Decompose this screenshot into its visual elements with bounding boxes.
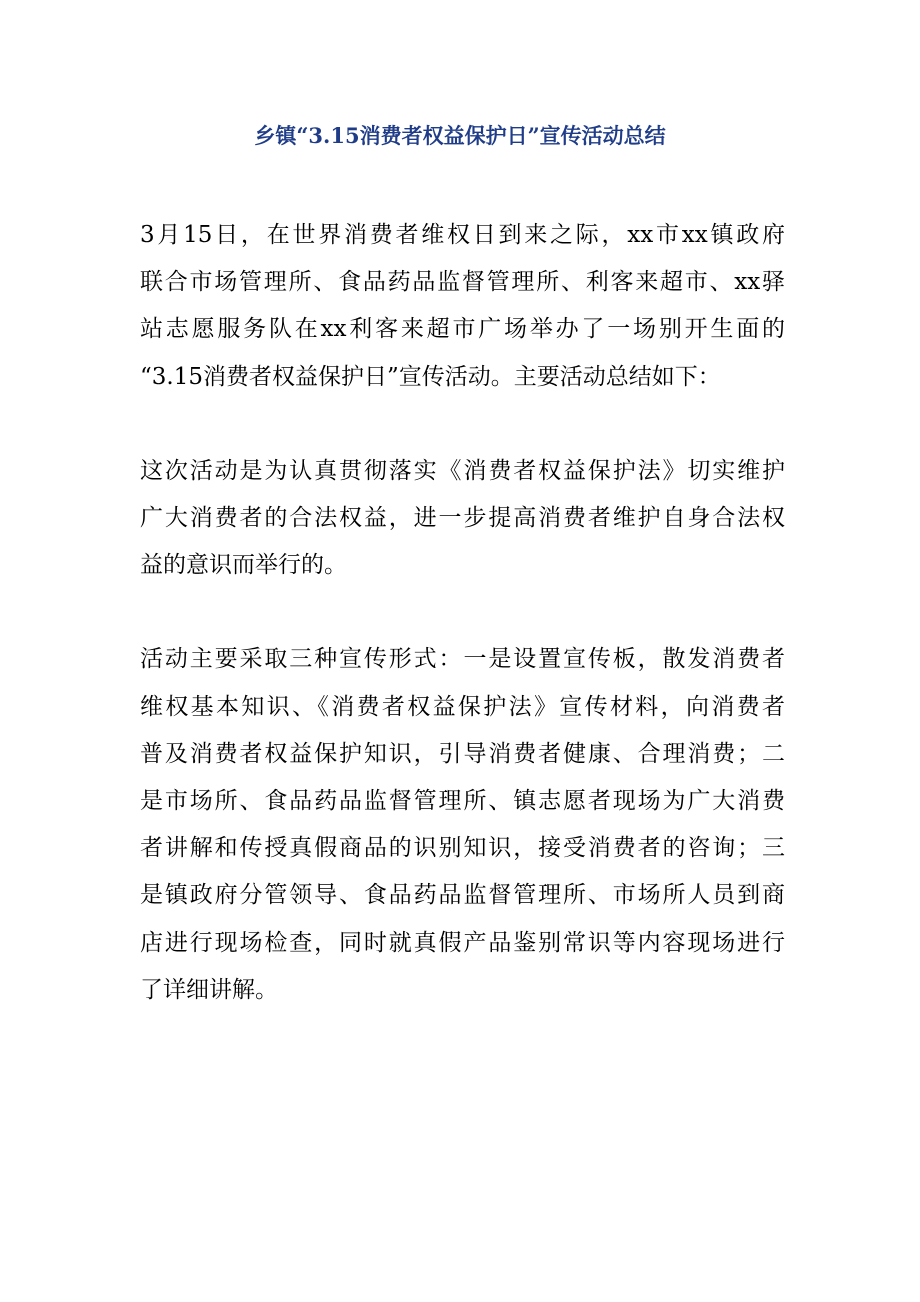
- text-line: 这次活动是为认真贯彻落实《消费者权益保护法》切实维护: [140, 457, 785, 484]
- paragraph-intro: [140, 212, 785, 401]
- text-line: 站志愿服务队在xx利客来超市广场举办了一场别开生面的: [140, 316, 785, 343]
- document-body: [140, 212, 785, 1061]
- document-title: 乡镇“3.15消费者权益保护日”宣传活动总结: [254, 123, 666, 148]
- text-line: “3.15消费者权益保护日”宣传活动。主要活动总结如下：: [140, 363, 721, 390]
- paragraph-purpose: [140, 448, 785, 590]
- text-line: 广大消费者的合法权益，进一步提高消费者维护自身合法权: [140, 505, 785, 532]
- text-line: 益的意识而举行的。: [140, 552, 347, 579]
- text-line: 普及消费者权益保护知识，引导消费者健康、合理消费；二: [140, 740, 785, 767]
- text-line: 联合市场管理所、食品药品监督管理所、利客来超市、xx驿: [140, 269, 785, 296]
- paragraph-forms: [140, 636, 785, 1014]
- text-line: 是市场所、食品药品监督管理所、镇志愿者现场为广大消费: [140, 788, 785, 815]
- text-line: 3月15日，在世界消费者维权日到来之际，xx市xx镇政府: [140, 222, 785, 248]
- text-line: 店进行现场检查，同时就真假产品鉴别常识等内容现场进行: [140, 929, 785, 956]
- text-line: 者讲解和传授真假商品的识别知识，接受消费者的咨询；三: [140, 835, 785, 862]
- text-line: 了详细讲解。: [140, 976, 278, 1003]
- text-line: 维权基本知识、《消费者权益保护法》宣传材料，向消费者: [140, 693, 785, 720]
- text-line: 是镇政府分管领导、食品药品监督管理所、市场所人员到商: [140, 882, 785, 909]
- text-line: 活动主要采取三种宣传形式：一是设置宣传板，散发消费者: [140, 646, 785, 673]
